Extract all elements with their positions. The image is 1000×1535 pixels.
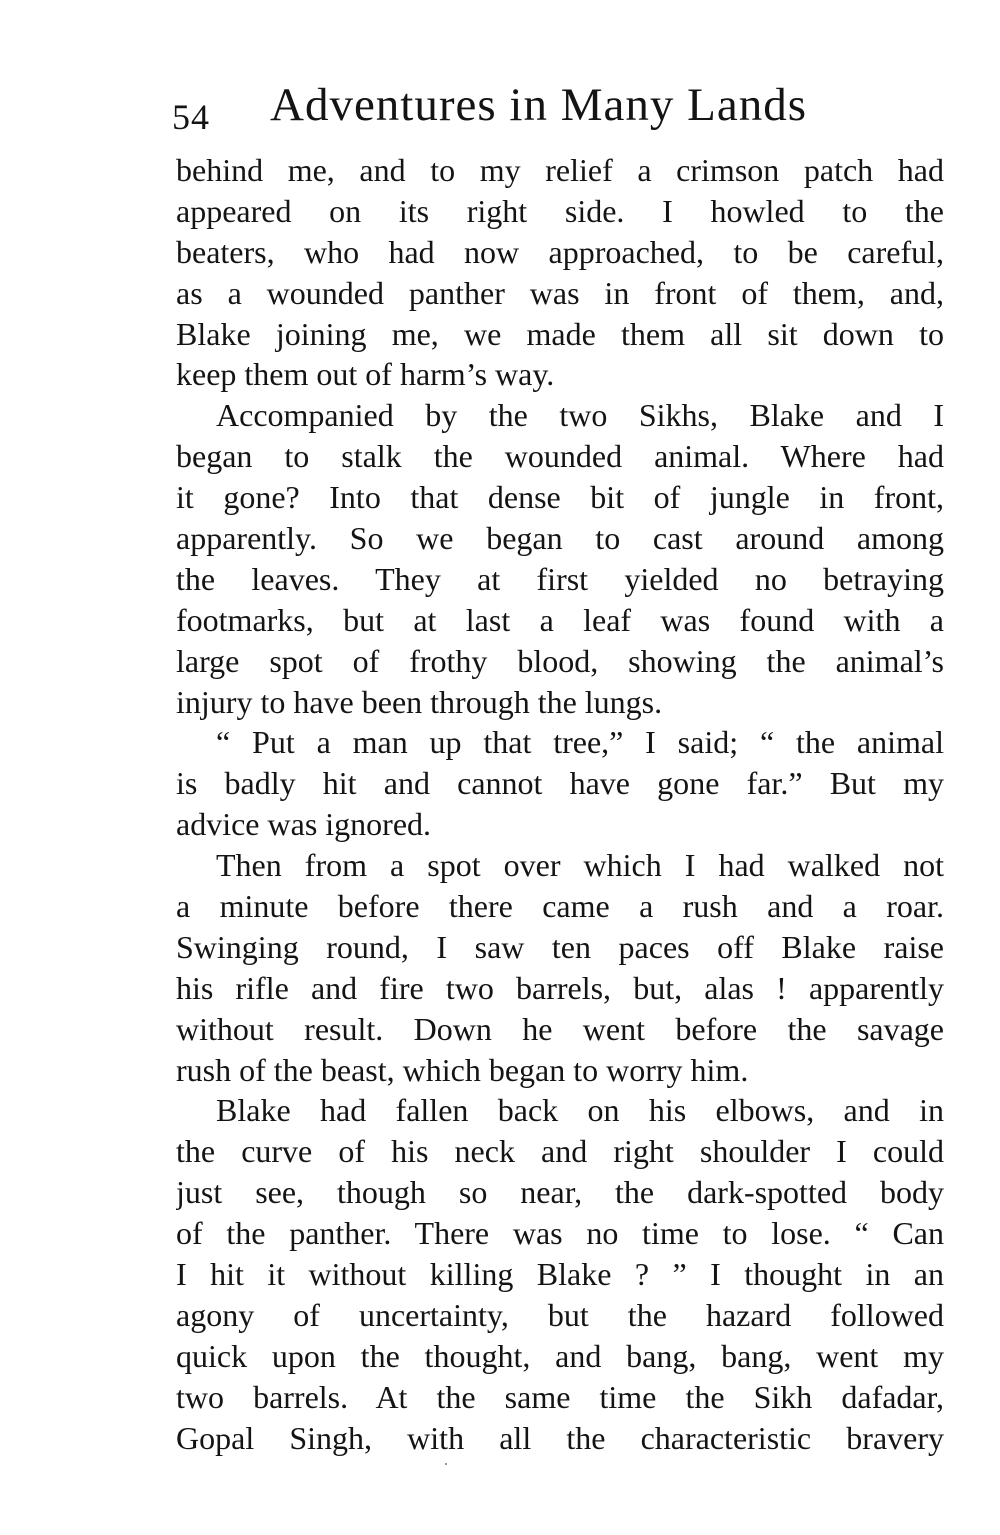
text-line: behind me, and to my relief a crimson patch had	[176, 152, 944, 188]
text-line: Blake joining me, we made them all sit down to	[176, 315, 944, 352]
text-line: it gone? Into that dense bit of jungle in front,	[176, 479, 944, 516]
text-line: Gopal Singh, with all the characteristic bravery	[176, 1419, 944, 1456]
text-line: I hit it without killing Blake ? ” I thought in an	[176, 1256, 944, 1293]
running-head	[172, 78, 902, 138]
scan-speck	[445, 1463, 447, 1465]
text-line: agony of uncertainty, but the hazard followed	[176, 1296, 944, 1333]
text-line: just see, though so near, the dark-spotted body	[176, 1174, 944, 1211]
paragraph-start-line: Blake had fallen back on his elbows, and in	[216, 1092, 944, 1129]
text-line: injury to have been through the lungs.	[176, 683, 663, 720]
text-line: footmarks, but at last a leaf was found with a	[176, 601, 944, 638]
text-line: the leaves. They at first yielded no betraying	[176, 560, 944, 597]
text-line: began to stalk the wounded animal. Where had	[176, 438, 944, 475]
text-line: rush of the beast, which began to worry him.	[176, 1051, 749, 1088]
body-text	[176, 150, 944, 1459]
text-line: the curve of his neck and right shoulder I could	[176, 1133, 944, 1170]
text-line: is badly hit and cannot have gone far.” But my	[176, 765, 944, 802]
text-line: keep them out of harm’s way.	[176, 356, 555, 393]
paragraph-start-line: Then from a spot over which I had walked not	[216, 847, 944, 884]
text-line: beaters, who had now approached, to be careful,	[176, 233, 944, 270]
paragraph-start-line: “ Put a man up that tree,” I said; “ the animal	[216, 724, 944, 761]
text-line: as a wounded panther was in front of them, and,	[176, 274, 944, 311]
text-line: his rifle and fire two barrels, but, alas ! apparently	[176, 969, 944, 1006]
text-line: without result. Down he went before the savage	[176, 1010, 944, 1047]
text-line: Swinging round, I saw ten paces off Blake raise	[176, 928, 944, 965]
text-line: a minute before there came a rush and a roar.	[176, 888, 944, 925]
text-line: quick upon the thought, and bang, bang, went my	[176, 1337, 944, 1374]
paragraph-start-line: Accompanied by the two Sikhs, Blake and I	[216, 397, 944, 434]
text-line: apparently. So we began to cast around among	[176, 520, 944, 557]
text-line: two barrels. At the same time the Sikh dafadar,	[176, 1378, 944, 1415]
text-line: advice was ignored.	[176, 806, 432, 843]
text-line: appeared on its right side. I howled to the	[176, 192, 944, 229]
page-number: 54	[172, 97, 210, 137]
text-line: large spot of frothy blood, showing the animal’s	[176, 642, 944, 679]
running-title: Adventures in Many Lands	[270, 79, 807, 131]
text-line: of the panther. There was no time to lose. “ Can	[176, 1215, 944, 1252]
